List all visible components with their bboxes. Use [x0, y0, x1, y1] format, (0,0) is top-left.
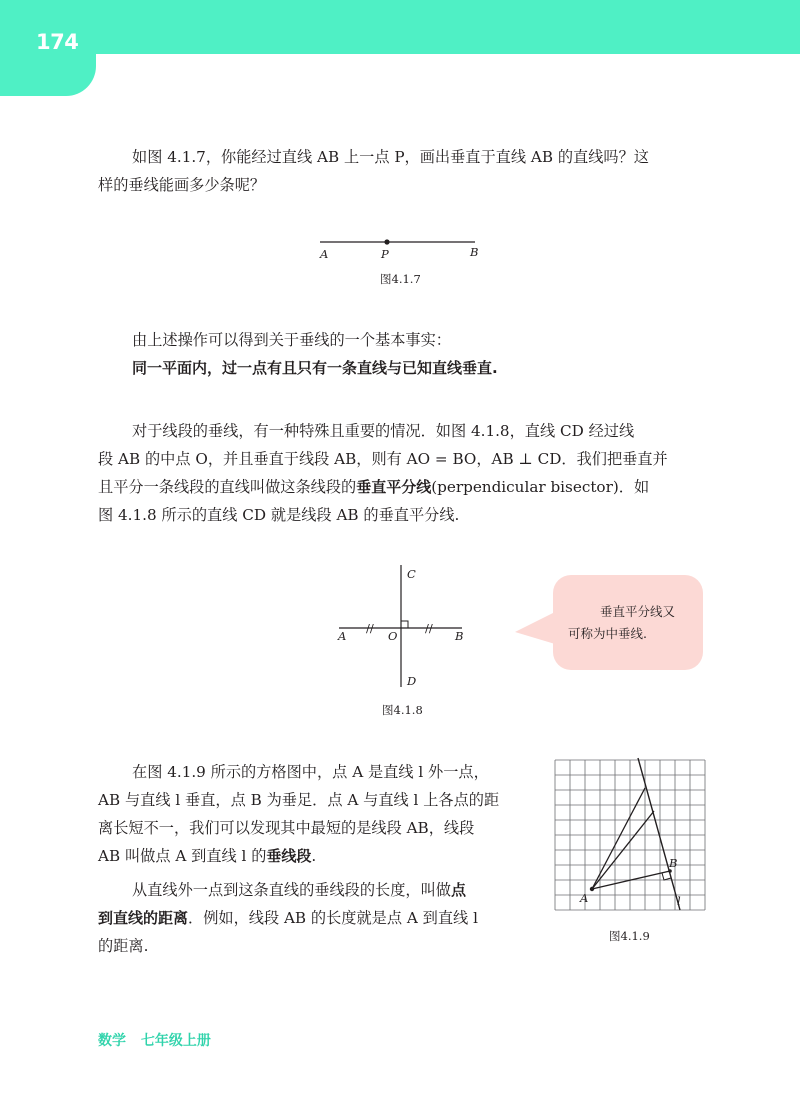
- distance-paragraph: [98, 876, 478, 960]
- term-distance-start: 点: [450, 881, 466, 899]
- fig417-label-b: B: [470, 245, 479, 259]
- bisector-line-3-pre: 且平分一条线段的直线叫做这条线段的: [98, 478, 357, 496]
- term-perpendicular-segment: 垂线段: [266, 847, 312, 865]
- fact-intro: 由上述操作可以得到关于垂线的一个基本事实：: [132, 331, 451, 349]
- fig419-label-a: A: [580, 891, 589, 905]
- bisector-paragraph: [98, 417, 668, 529]
- callout-text: [568, 601, 698, 645]
- footer: [98, 1030, 211, 1050]
- bisector-line-3-post: (perpendicular bisector)．如: [431, 478, 650, 496]
- callout-line-2: 可称为中垂线.: [568, 626, 647, 641]
- fig418-label-a: A: [338, 629, 347, 643]
- segment-line-3: 离长短不一，我们可以发现其中最短的是线段 AB，线段: [98, 819, 475, 837]
- fig418-label-o: O: [388, 629, 398, 643]
- distance-line-3: 的距离.: [98, 937, 149, 955]
- footer-book: 七年级上册: [140, 1033, 211, 1049]
- segment-line-2: AB 与直线 l 垂直，点 B 为垂足．点 A 与直线 l 上各点的距: [98, 791, 500, 809]
- point-a: [590, 887, 594, 891]
- point-p: [384, 239, 389, 244]
- intro-line-1: 如图 4.1.7，你能经过直线 AB 上一点 P，画出垂直于直线 AB 的直线吗？这: [132, 148, 649, 166]
- bisector-line-4: 图 4.1.8 所示的直线 CD 就是线段 AB 的垂直平分线.: [98, 506, 460, 524]
- fig418-caption: 图4.1.8: [382, 703, 423, 717]
- fig417-label-a: A: [320, 247, 329, 261]
- bisector-line-2: 段 AB 的中点 O，并且垂直于线段 AB，则有 AO = BO，AB ⊥ CD．我们把垂直并: [98, 450, 668, 468]
- footer-subject: 数学: [98, 1033, 126, 1049]
- grid: [555, 760, 705, 910]
- fig419-caption: 图4.1.9: [609, 929, 650, 943]
- intro-paragraph: [98, 143, 649, 199]
- fig418-label-d: D: [407, 674, 417, 688]
- figure-4-1-8: [330, 565, 480, 690]
- distance-line-1-pre: 从直线外一点到这条直线的垂线段的长度，叫做: [132, 881, 451, 899]
- right-angle-mark: [401, 621, 408, 628]
- fig417-label-p: P: [381, 247, 389, 261]
- page-number: 174: [36, 30, 79, 54]
- segment-line-4: [98, 842, 499, 870]
- callout-line-1: 垂直平分线又: [600, 604, 676, 619]
- equal-tick-right: //: [425, 621, 433, 635]
- figure-4-1-7: [300, 230, 500, 264]
- figure-4-1-9: [550, 755, 710, 915]
- distance-line-2: [98, 904, 478, 932]
- distance-line-1: [132, 876, 478, 904]
- segment-line-4-post: .: [311, 847, 317, 865]
- fig419-label-b: B: [669, 856, 678, 870]
- header-band: [0, 0, 800, 54]
- term-perpendicular-bisector: 垂直平分线: [356, 478, 432, 496]
- equal-tick-left: //: [366, 621, 374, 635]
- fig418-label-c: C: [407, 567, 416, 581]
- segment-line-1: 在图 4.1.9 所示的方格图中，点 A 是直线 l 外一点，: [132, 763, 489, 781]
- intro-line-2: 样的垂线能画多少条呢？: [98, 176, 266, 194]
- term-distance: 到直线的距离: [98, 909, 189, 927]
- fig417-caption: 图4.1.7: [380, 272, 421, 286]
- distance-line-2-post: ．例如，线段 AB 的长度就是点 A 到直线 l: [188, 909, 478, 927]
- callout-pointer: [515, 612, 557, 646]
- segment-paragraph: [98, 758, 500, 870]
- line-l: [638, 758, 680, 910]
- fact-paragraph: [132, 326, 498, 382]
- bisector-line-3: [98, 473, 668, 501]
- fact-statement: 同一平面内，过一点有且只有一条直线与已知直线垂直.: [132, 359, 498, 377]
- segment-line-4-pre: AB 叫做点 A 到直线 l 的: [98, 847, 267, 865]
- bisector-line-1: 对于线段的垂线，有一种特殊且重要的情况．如图 4.1.8，直线 CD 经过线: [132, 422, 635, 440]
- fig418-label-b: B: [455, 629, 464, 643]
- fig419-label-l: l: [677, 894, 681, 908]
